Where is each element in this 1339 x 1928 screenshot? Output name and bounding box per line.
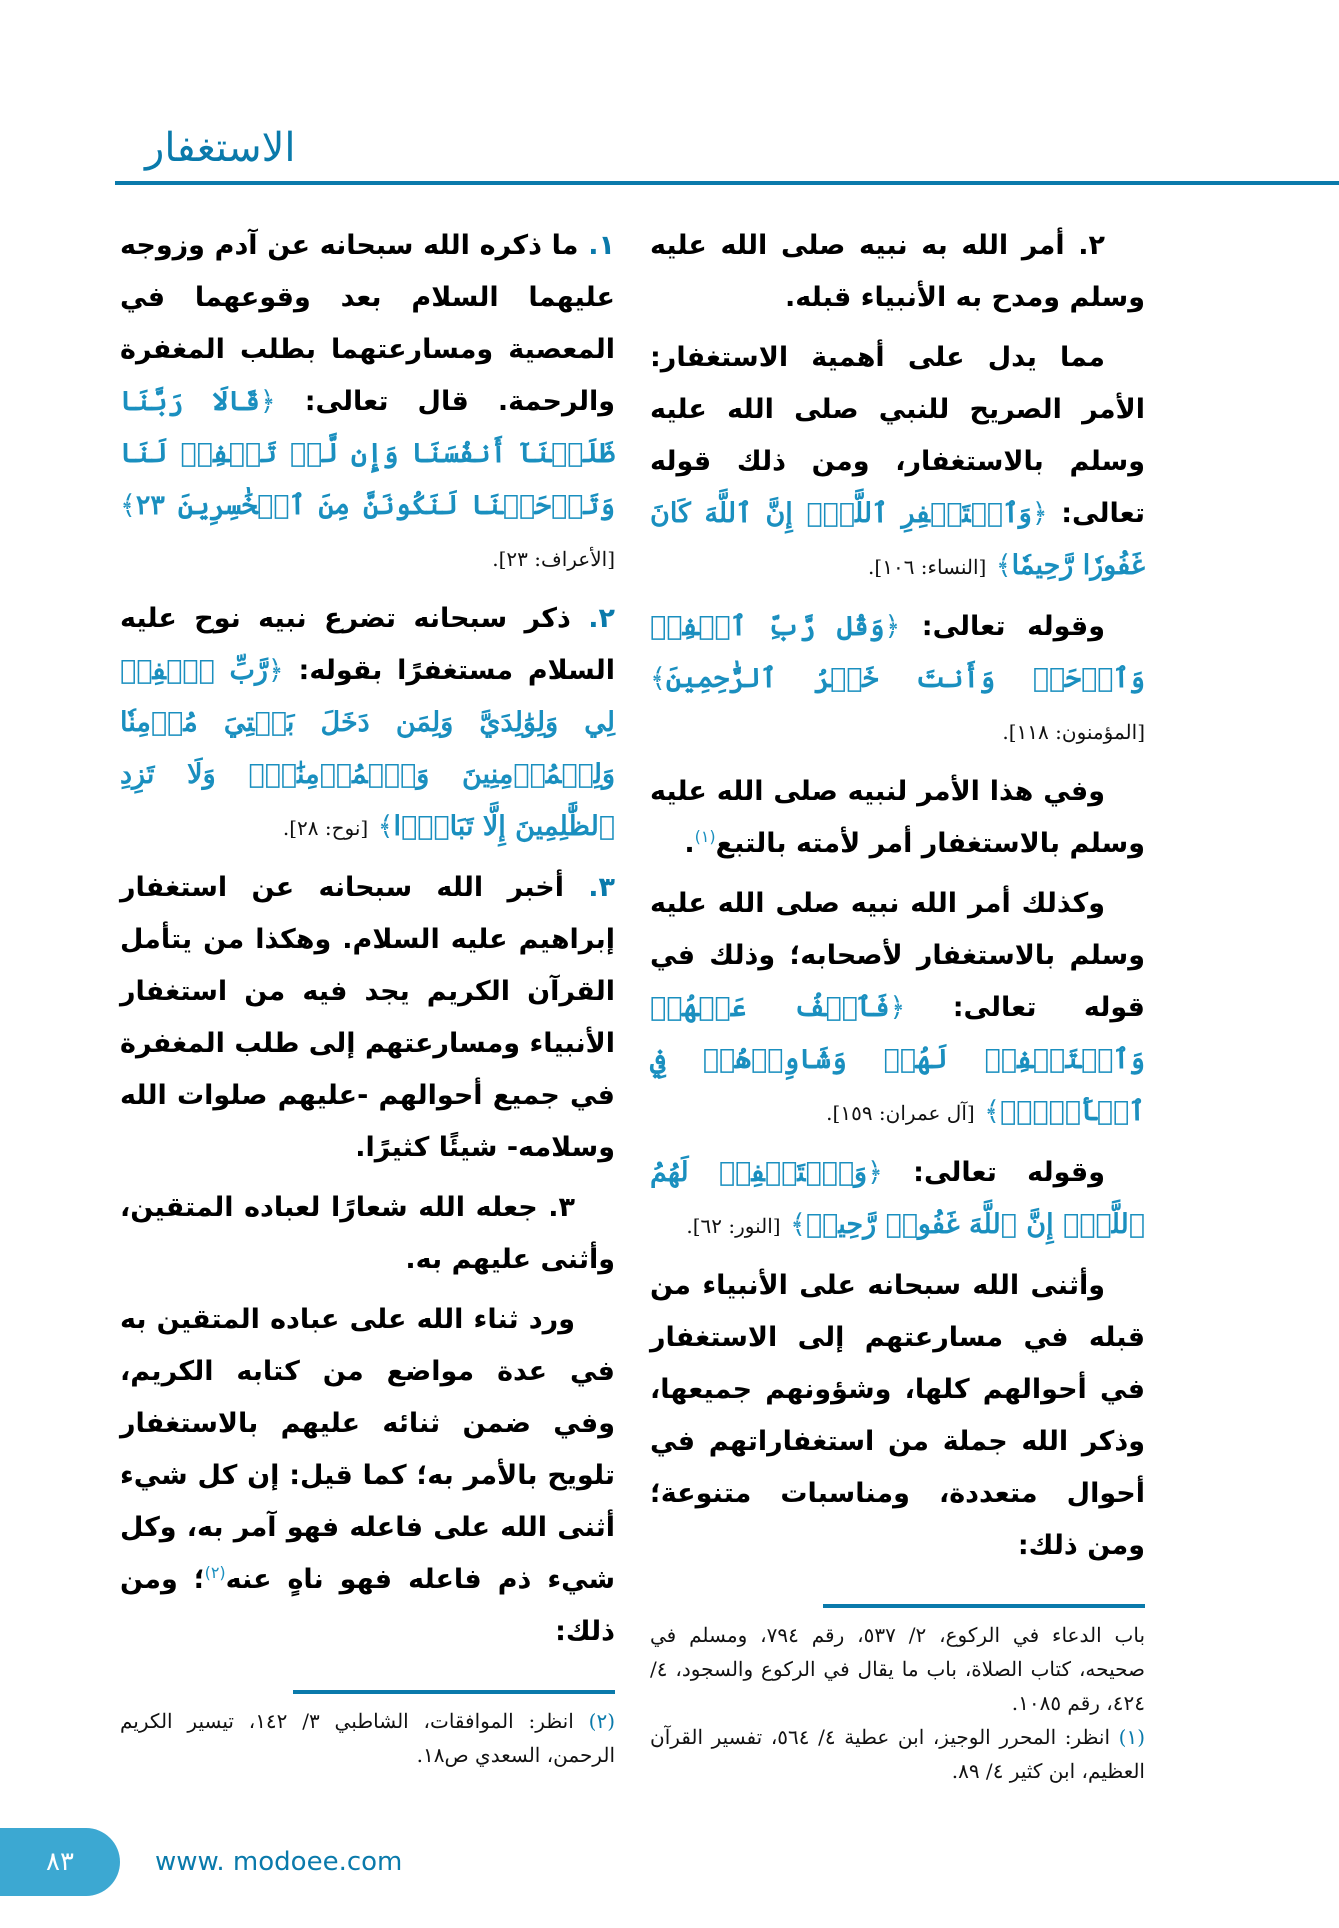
- list-number: ٣.: [588, 872, 615, 903]
- paragraph: [650, 766, 1145, 870]
- list-item-text: أخبر الله سبحانه عن استغفار إبراهيم عليه السلام. وهكذا من يتأمل القرآن الكريم يجد فيه من استغفار الأنبياء ومسارعتهم إلى طلب المغفرة في جميع أحوالهم -عليهم صلوات الله وسلامه- شيئًا كثيرًا.: [120, 872, 615, 1163]
- footnote-continuation: باب الدعاء في الركوع، ٢/ ٥٣٧، رقم ٧٩٤، ومسلم في صحيحه، كتاب الصلاة، باب ما يقال في الركوع والسجود، ٤/ ٤٢٤، رقم ١٠٨٥.: [650, 1623, 1146, 1715]
- two-column-body: [0, 200, 1339, 1788]
- heading-text: أمر الله به نبيه صلى الله عليه وسلم ومدح به الأنبياء قبله.: [650, 230, 1145, 313]
- header-divider: [115, 181, 1339, 185]
- heading-text: جعله الله شعارًا لعباده المتقين، وأثنى عليهم به.: [120, 1192, 615, 1275]
- ayah-close-bracket-icon: ﴾: [995, 550, 1012, 581]
- verse-reference: [آل عمران: ١٥٩].: [826, 1101, 975, 1125]
- page-header: [0, 0, 1339, 200]
- footnotes-right-block: [650, 1604, 1145, 1788]
- paragraph: [650, 1147, 1145, 1252]
- quran-verse: رَّبِّ ٱغۡفِرۡ لِي وَلِوَٰلِدَيَّ وَلِمَن دَخَلَ بَيۡتِيَ مُؤۡمِنٗا وَلِلۡمُؤۡمِنِينَ وَٱلۡمُؤۡمِنَٰتِۖ وَلَا تَزِدِ ٱلظَّٰلِمِينَ إِلَّا تَبَارَۢا: [120, 655, 615, 842]
- quran-verse: وَقُل رَّبِّ ٱغۡفِرۡ وَٱرۡحَمۡ وَأَنتَ خَيۡرُ ٱلرَّٰحِمِينَ: [650, 611, 1145, 694]
- footnote-1: [650, 1720, 1145, 1788]
- footnote-text: انظر: المحرر الوجيز، ابن عطية ٤/ ٥٦٤، تفسير القرآن العظيم، ابن كثير ٤/ ٨٩.: [650, 1725, 1145, 1783]
- footnote-ref-1[interactable]: (١): [694, 827, 716, 846]
- quran-verse: قَالَا رَبَّنَا ظَلَمۡنَآ أَنفُسَنَا وَإِن لَّمۡ تَغۡفِرۡ لَنَا وَتَرۡحَمۡنَا لَنَكُونَنَّ مِنَ ٱلۡخَٰسِرِينَ ٢٣: [120, 386, 615, 521]
- paragraph: وأثنى الله سبحانه على الأنبياء من قبله في مسارعتهم إلى الاستغفار في أحوالهم كلها، وشؤونهم جميعها، وذكر الله جملة من استغفاراتهم في أحوال متعددة، ومناسبات متنوعة؛ ومن ذلك:: [650, 1270, 1145, 1561]
- left-column-text: [120, 220, 615, 1666]
- ayah-open-bracket-icon: ﴿: [267, 655, 284, 686]
- ayah-open-bracket-icon: ﴿: [884, 611, 901, 642]
- ayah-close-bracket-icon: ﴾: [984, 1096, 1000, 1127]
- footnote-divider: [293, 1690, 615, 1694]
- footnote-divider: [823, 1604, 1145, 1608]
- list-item: [120, 593, 615, 854]
- paragraph-text: ورد ثناء الله على عباده المتقين به في عدة مواضع من كتابه الكريم، وفي ضمن ثنائه عليهم بالاستغفار تلويح بالأمر به؛ كما قيل: إن كل شيء أثنى الله على فاعله فهو آمر به، وكل شيء ذم فاعله فهو ناهٍ عنه: [120, 1304, 615, 1595]
- ayah-close-bracket-icon: ﴾: [650, 663, 666, 694]
- list-item-text: ذكر سبحانه تضرع نبيه نوح عليه السلام مستغفرًا بقوله:: [120, 603, 616, 686]
- right-column: [650, 220, 1145, 1788]
- paragraph-text: وفي هذا الأمر لنبيه صلى الله عليه وسلم بالاستغفار أمر لأمته بالتبع: [650, 776, 1145, 859]
- footnotes-left-block: [120, 1690, 615, 1772]
- verse-reference: [الأعراف: ٢٣].: [492, 547, 615, 571]
- ayah-close-bracket-icon: ﴾: [120, 490, 136, 521]
- ayah-open-bracket-icon: ﴿: [259, 386, 276, 417]
- website-link[interactable]: www. modoee.com: [155, 1847, 403, 1877]
- footnote-number: (٢): [588, 1709, 615, 1733]
- paragraph-end: ؛ ومن ذلك:: [120, 1564, 615, 1647]
- page-footer: [0, 1818, 1339, 1928]
- paragraph-text: مما يدل على أهمية الاستغفار: الأمر الصريح للنبي صلى الله عليه وسلم بالاستغفار، ومن ذلك قوله تعالى:: [650, 342, 1145, 529]
- paragraph: [650, 332, 1145, 593]
- heading-number: ٣.: [548, 1192, 575, 1223]
- paragraph-text: وكذلك أمر الله نبيه صلى الله عليه وسلم بالاستغفار لأصحابه؛ وذلك في قوله تعالى:: [650, 888, 1145, 1023]
- footnote-number: (١): [1118, 1725, 1145, 1749]
- chapter-title: الاستغفار: [145, 125, 296, 171]
- heading-number: ٢.: [1078, 230, 1105, 261]
- ayah-open-bracket-icon: ﴿: [889, 992, 906, 1023]
- footnotes-right: [650, 1618, 1145, 1788]
- list-item: [120, 220, 615, 585]
- list-item-text: ما ذكره الله سبحانه عن آدم وزوجه عليهما السلام بعد وقوعهما في المعصية ومسارعتهما بطلب المغفرة والرحمة. قال تعالى:: [120, 230, 615, 417]
- paragraph: [650, 878, 1145, 1139]
- ayah-close-bracket-icon: ﴾: [790, 1209, 806, 1240]
- paragraph: [120, 1294, 615, 1658]
- left-column: [120, 220, 615, 1772]
- ayah-close-bracket-icon: ﴾: [377, 811, 394, 842]
- section-heading-3: [120, 1182, 615, 1286]
- quran-verse: وَٱسۡتَغۡفِرۡ لَهُمُ ٱللَّهَۚ إِنَّ ٱللَّهَ غَفُورٞ رَّحِيمٞ: [650, 1157, 1145, 1240]
- paragraph: [650, 601, 1145, 758]
- quran-verse: وَٱسۡتَغۡفِرِ ٱللَّهَۖ إِنَّ ٱللَّهَ كَانَ غَفُورٗا رَّحِيمٗا: [650, 498, 1145, 581]
- right-column-text: [650, 220, 1145, 1580]
- paragraph-end: .: [684, 828, 695, 859]
- page-number: ٨٣: [46, 1847, 74, 1877]
- list-number: ١.: [588, 230, 616, 261]
- list-item: [120, 862, 615, 1174]
- verse-reference: [نوح: ٢٨].: [282, 816, 369, 840]
- verse-reference: [المؤمنون: ١١٨].: [1002, 720, 1145, 744]
- ayah-open-bracket-icon: ﴿: [1031, 498, 1048, 529]
- ayah-open-bracket-icon: ﴿: [867, 1157, 883, 1188]
- verse-reference: [النساء: ١٠٦].: [868, 555, 987, 579]
- footnote-ref-2[interactable]: (٢): [204, 1563, 226, 1582]
- quran-verse: فَٱعۡفُ عَنۡهُمۡ وَٱسۡتَغۡفِرۡ لَهُمۡ وَشَاوِرۡهُمۡ فِي ٱلۡأَمۡرِۖ: [650, 992, 1145, 1127]
- section-heading-2: [650, 220, 1145, 324]
- verse-reference: [النور: ٦٢].: [686, 1214, 781, 1238]
- footnotes-left: [120, 1704, 615, 1772]
- paragraph-text: وقوله تعالى:: [921, 611, 1105, 642]
- footnote-2: [120, 1704, 615, 1772]
- footnote-text: انظر: الموافقات، الشاطبي ٣/ ١٤٢، تيسير الكريم الرحمن، السعدي ص١٨.: [120, 1709, 615, 1767]
- paragraph-text: وقوله تعالى:: [913, 1157, 1106, 1188]
- list-number: ٢.: [588, 603, 615, 634]
